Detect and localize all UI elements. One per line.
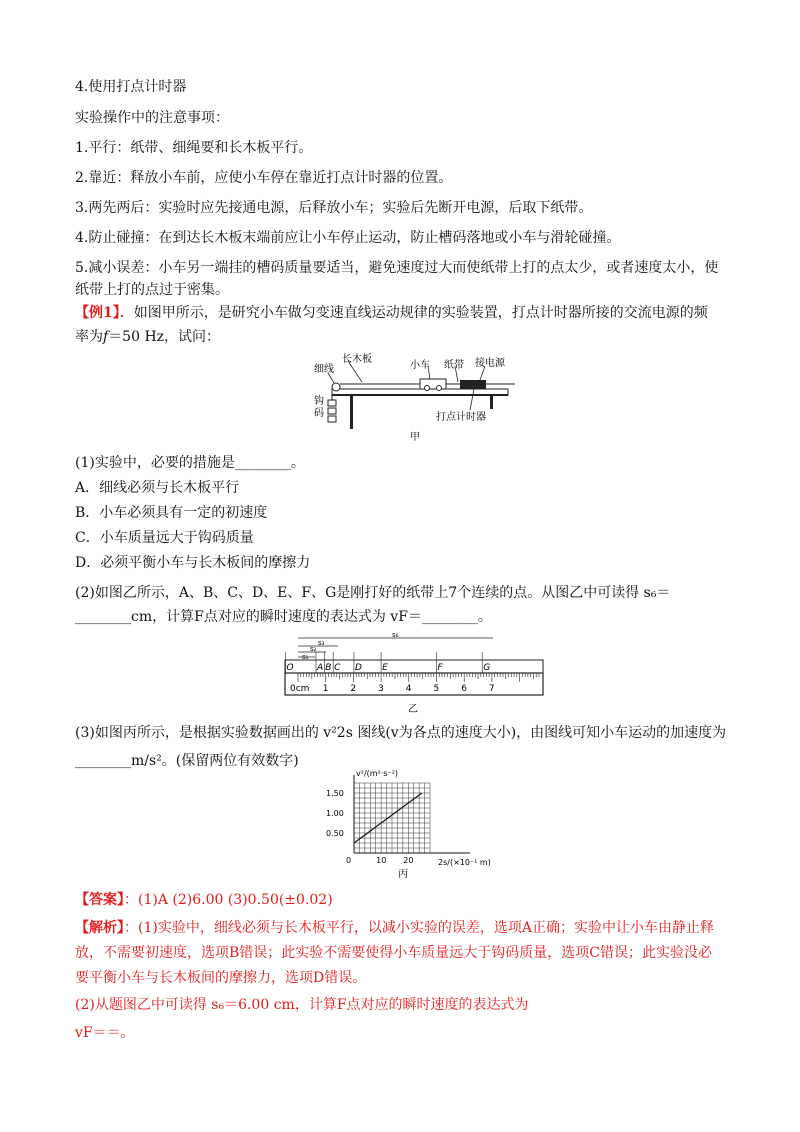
- note-item: 4.防止碰撞：在到达长木板末端前应让小车停止运动，防止槽码落地或小车与滑轮碰撞。: [75, 230, 621, 246]
- answer-label: 【答案】: [75, 892, 124, 908]
- label-cart: 小车: [410, 360, 430, 371]
- note-item: 1.平行：纸带、细绳要和长木板平行。: [75, 140, 313, 156]
- analysis-line-3: 要平衡小车与长木板间的摩擦力，选项D错误。: [75, 970, 367, 986]
- question-2-line-1: (2)如图乙所示，A、B、C、D、E、F、G是刚打好的纸带上7个连续的点。从图乙中可读得 s₆＝: [75, 585, 671, 601]
- s3-label: s₃: [318, 639, 325, 647]
- note-item: 5.减小误差：小车另一端挂的槽码质量要适当，避免速度过大而使纸带上打的点太少，或者速度太小，使: [75, 260, 719, 276]
- point-label: E: [382, 663, 388, 673]
- s2-label: s₂: [310, 645, 317, 653]
- section-title: 4.使用打点计时器: [75, 79, 187, 95]
- analysis-line-1: 【解析】：(1)实验中，细线必须与长木板平行，以减小实验的误差，选项A正确；实验中让小车由静止释: [75, 920, 714, 936]
- s6-label: s₆: [392, 631, 399, 639]
- analysis-line-4: (2)从题图乙中可读得 s₆＝6.00 cm，计算F点对应的瞬时速度的表达式为: [75, 997, 529, 1013]
- option-a: A．细线必须与长木板平行: [75, 480, 240, 496]
- label-timer: 打点计时器: [436, 412, 486, 423]
- y-tick-label: 0.50: [326, 829, 344, 838]
- note-item: 纸带上打的点过于密集。: [75, 282, 229, 298]
- question-2-line-2: ________cm，计算F点对应的瞬时速度的表达式为 vF＝________。: [75, 609, 492, 625]
- ruler-tick-label: 2: [350, 684, 357, 694]
- analysis-line-5: vF＝＝。: [75, 1025, 135, 1041]
- option-c: C．小车质量远大于钩码质量: [75, 530, 254, 546]
- ruler-tick-label: 1: [322, 684, 329, 694]
- example-tag: 【例1】: [75, 305, 120, 321]
- figure-caption: 丙: [398, 869, 408, 880]
- question-3-line-2: ________m/s²。(保留两位有效数字): [75, 753, 299, 769]
- option-b: B．小车必须具有一定的初速度: [75, 505, 268, 521]
- analysis-label: 【解析】: [75, 920, 124, 936]
- point-label: F: [437, 663, 443, 673]
- analysis-line-2: 放，不需要初速度，选项B错误；此实验不需要使得小车质量远大于钩码质量，选项C错误；此实验没必: [75, 945, 712, 961]
- figure-apparatus: [310, 352, 530, 444]
- figure-caption: 乙: [408, 704, 418, 715]
- figure-ruler: [280, 630, 550, 715]
- label-power: 接电源: [475, 358, 505, 369]
- y-tick-label: 1.50: [326, 789, 344, 798]
- figure-caption: 甲: [410, 432, 420, 443]
- question-3-line-1: (3)如图丙所示，是根据实验数据画出的 v²2s 图线(v为各点的速度大小)，由图线可知小车运动的加速度为: [75, 725, 727, 741]
- x-tick-label: 0: [346, 856, 352, 865]
- label-weight: 钩: [314, 396, 324, 407]
- label-board: 长木板: [342, 354, 372, 365]
- point-label: D: [354, 663, 362, 673]
- x-tick-label: 20: [403, 856, 414, 865]
- note-item: 2.靠近：释放小车前，应使小车停在靠近打点计时器的位置。: [75, 170, 453, 186]
- s1-label: s₁: [302, 653, 309, 661]
- x-axis-label: 2s/(×10⁻¹ m): [438, 858, 491, 867]
- point-label: G: [483, 663, 491, 673]
- point-label: B: [325, 663, 332, 673]
- ruler-tick-label: 6: [461, 684, 467, 694]
- x-tick-label: 10: [376, 856, 387, 865]
- ruler-tick-label: 5: [433, 684, 440, 694]
- label-tape: 纸带: [444, 360, 464, 371]
- section-subtitle: 实验操作中的注意事项：: [75, 110, 229, 126]
- answer-line: [75, 890, 333, 910]
- label-rope: 细线: [314, 364, 334, 375]
- figure-graph: [320, 765, 520, 880]
- ruler-tick-label: 7: [488, 684, 495, 694]
- example-intro-2: 率为f＝50 Hz，试问：: [75, 329, 221, 345]
- y-axis-label: v²/(m²·s⁻²): [356, 769, 399, 778]
- question-1: (1)实验中，必要的措施是________。: [75, 455, 305, 471]
- answer-text: ：(1)A (2)6.00 (3)0.50(±0.02): [124, 892, 333, 908]
- point-label: O: [286, 663, 294, 673]
- y-tick-label: 1.00: [326, 809, 344, 818]
- point-label: A: [317, 663, 324, 673]
- note-item: 3.两先两后：实验时应先接通电源，后释放小车；实验后先断开电源，后取下纸带。: [75, 200, 593, 216]
- point-label: C: [334, 663, 341, 673]
- label-weight: 码: [314, 408, 324, 419]
- ruler-tick-label: 0cm: [290, 684, 310, 694]
- ruler-tick-label: 3: [378, 684, 384, 694]
- ruler-tick-label: 4: [405, 684, 412, 694]
- example-intro-1: 【例1】．如图甲所示，是研究小车做匀变速直线运动规律的实验装置，打点计时器所接的交流电源的频: [75, 305, 708, 321]
- option-d: D．必须平衡小车与长木板间的摩擦力: [75, 555, 311, 571]
